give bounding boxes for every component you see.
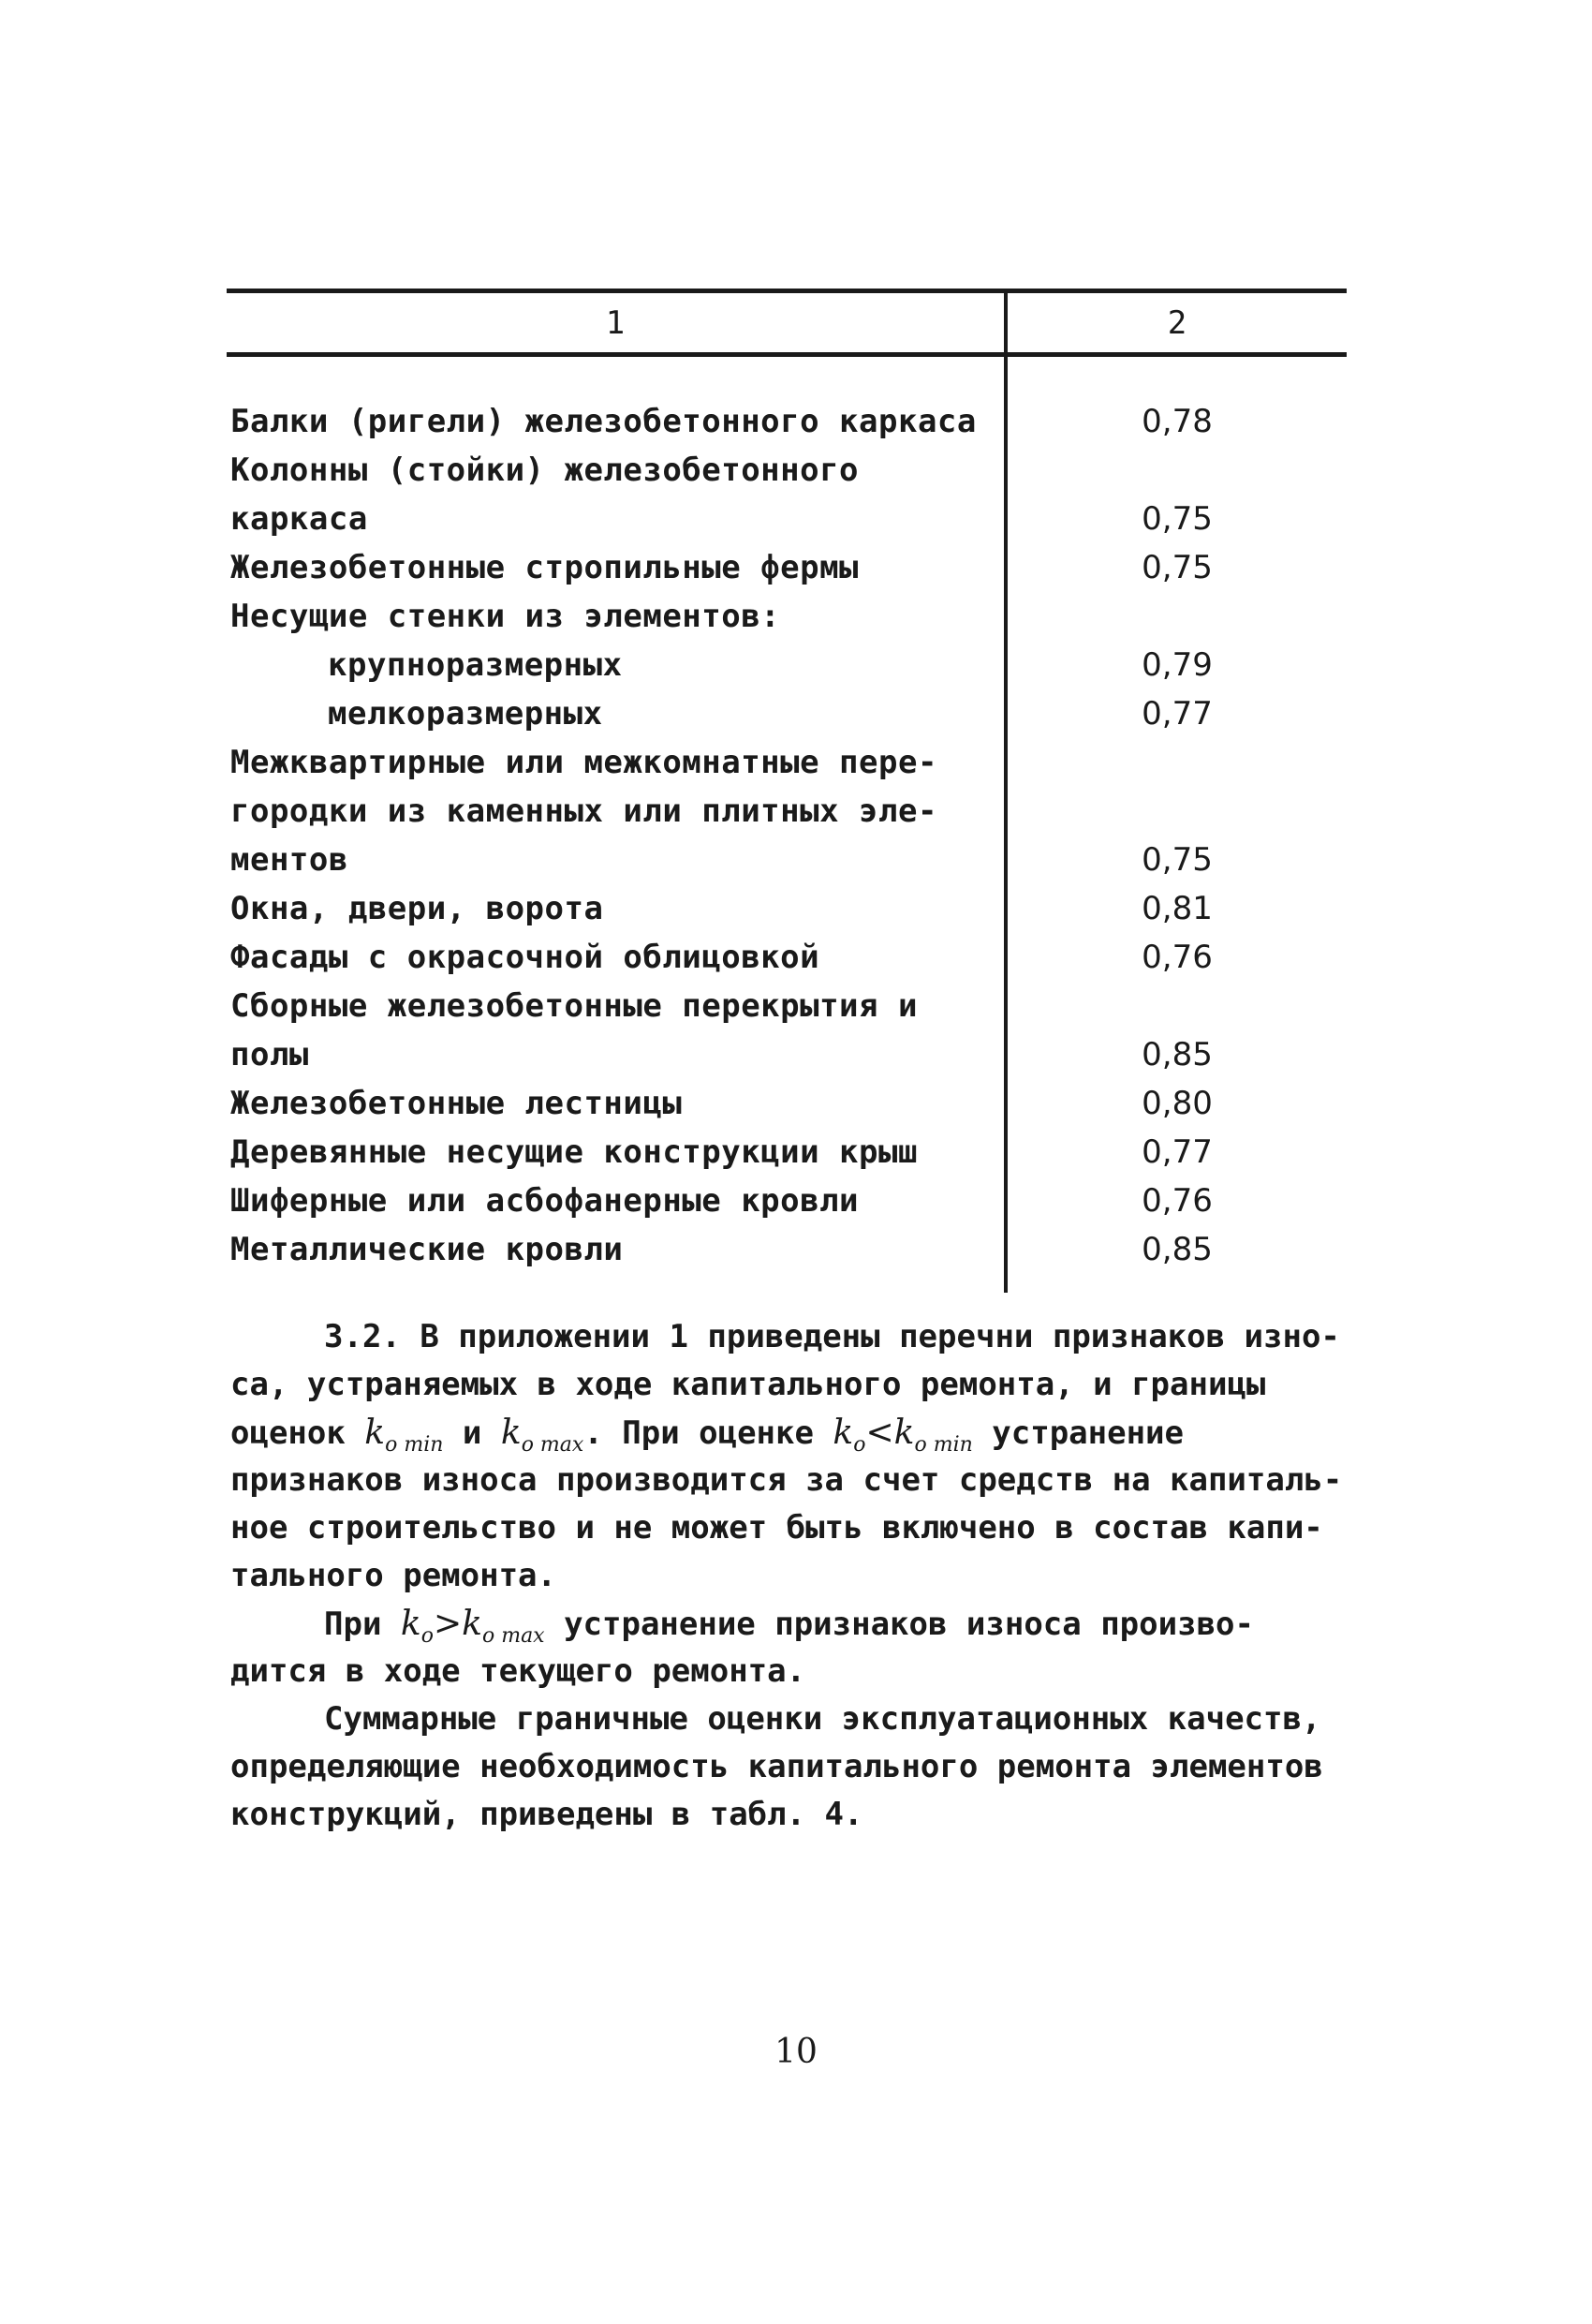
table-row [0,446,1592,495]
paragraph-line [230,1409,1354,1457]
row-label: полы [230,1036,309,1073]
row-label: Металлические кровли [230,1231,624,1268]
row-label: каркаса [230,500,368,538]
row-value: 0,85 [1142,1231,1213,1268]
table-row [0,495,1592,543]
row-value: 0,75 [1142,549,1213,586]
text-fragment: При [324,1606,401,1643]
table-row [0,543,1592,592]
table-row [0,982,1592,1030]
less-than-sign: < [865,1414,894,1452]
column-header-1: 1 [605,304,626,342]
k-subscript: o max [521,1433,584,1458]
table-row [0,397,1592,446]
page-number: 10 [774,2033,818,2071]
row-value: 0,79 [1142,646,1213,684]
k-omin-symbol [364,1414,444,1458]
k-letter: k [364,1414,386,1452]
row-label: Несущие стенки из элементов: [230,598,781,635]
table-row [0,592,1592,641]
table-row [0,884,1592,933]
paragraph-line: ное строительство и не может быть включено в состав капи- [230,1509,1323,1547]
row-value: 0,77 [1142,695,1213,733]
k-letter: k [500,1414,522,1452]
table-row [0,689,1592,738]
row-value: 0,76 [1142,1182,1213,1220]
row-label: Железобетонные лестницы [230,1085,683,1122]
column-header-2: 2 [1167,304,1187,342]
row-label: Балки (ригели) железобетонного каркаса [230,403,977,440]
paragraph-line: 3.2. В приложении 1 приведены перечни признаков изно- [324,1318,1340,1355]
k-letter: k [400,1605,421,1643]
text-fragment: устранение [972,1414,1184,1452]
row-label: ментов [230,841,348,879]
text-fragment: оценок [230,1414,365,1452]
table-top-rule [227,289,1347,293]
row-value: 0,75 [1142,841,1213,879]
table-row [0,738,1592,787]
paragraph-3-2 [230,1313,1354,1600]
row-label: крупноразмерных [328,646,623,684]
table-header-rule [227,352,1347,357]
row-label: Шиферные или асбофанерные кровли [230,1182,860,1220]
paragraph-line: признаков износа производится за счет средств на капиталь- [230,1461,1343,1499]
table-row [0,1225,1592,1274]
table-row [0,933,1592,982]
table-row [0,836,1592,884]
row-label: Колонны (стойки) железобетонного [230,451,860,489]
paragraph-line: Суммарные граничные оценки эксплуатационных качеств, [324,1700,1321,1738]
table-row [0,1030,1592,1079]
table-row [0,787,1592,836]
k-subscript: o min [914,1433,973,1458]
row-value: 0,78 [1142,403,1213,440]
table-row [0,1128,1592,1177]
text-fragment: устранение признаков износа произво- [544,1606,1254,1643]
k-subscript: o [420,1624,434,1649]
row-label: Сборные железобетонные перекрытия и [230,987,918,1025]
paragraph-line: тального ремонта. [230,1557,556,1594]
row-value: 0,75 [1142,500,1213,538]
k-subscript: o max [481,1624,545,1649]
paragraph-line: дится в ходе текущего ремонта. [230,1652,806,1690]
greater-than-sign: > [433,1605,463,1643]
paragraph-line: определяющие необходимость капитального ремонта элементов [230,1748,1323,1785]
row-label: Межквартирные или межкомнатные пере- [230,744,937,781]
row-label: городки из каменных или плитных эле- [230,792,937,830]
k-omax-symbol [462,1605,545,1649]
k-omin-symbol [893,1414,973,1458]
row-value: 0,77 [1142,1133,1213,1171]
k-o-symbol [833,1414,866,1458]
paragraph-line [230,1600,1354,1648]
row-label: мелкоразмерных [328,695,603,733]
paragraph-current-repair [230,1600,1354,1695]
row-value: 0,76 [1142,939,1213,976]
table-row [0,641,1592,689]
paragraph-line: конструкций, приведены в табл. 4. [230,1796,863,1833]
table-row [0,1177,1592,1225]
k-subscript: o [853,1433,866,1458]
k-letter: k [462,1605,482,1643]
paragraph-line: са, устраняемых в ходе капитального ремонта, и границы [230,1366,1266,1403]
row-value: 0,85 [1142,1036,1213,1073]
row-value: 0,81 [1142,890,1213,927]
k-o-symbol [400,1605,434,1649]
k-subscript: o min [385,1433,444,1458]
text-fragment: и [443,1414,501,1452]
text-fragment: . При оценке [583,1414,833,1452]
row-label: Железобетонные стропильные фермы [230,549,860,586]
k-letter: k [833,1414,854,1452]
row-label: Окна, двери, ворота [230,890,604,927]
paragraph-summary [230,1695,1354,1839]
row-label: Деревянные несущие конструкции крыш [230,1133,918,1171]
table-row [0,1079,1592,1128]
row-label: Фасады с окрасочной облицовкой [230,939,820,976]
row-value: 0,80 [1142,1085,1213,1122]
k-omax-symbol [500,1414,584,1458]
k-letter: k [893,1414,915,1452]
